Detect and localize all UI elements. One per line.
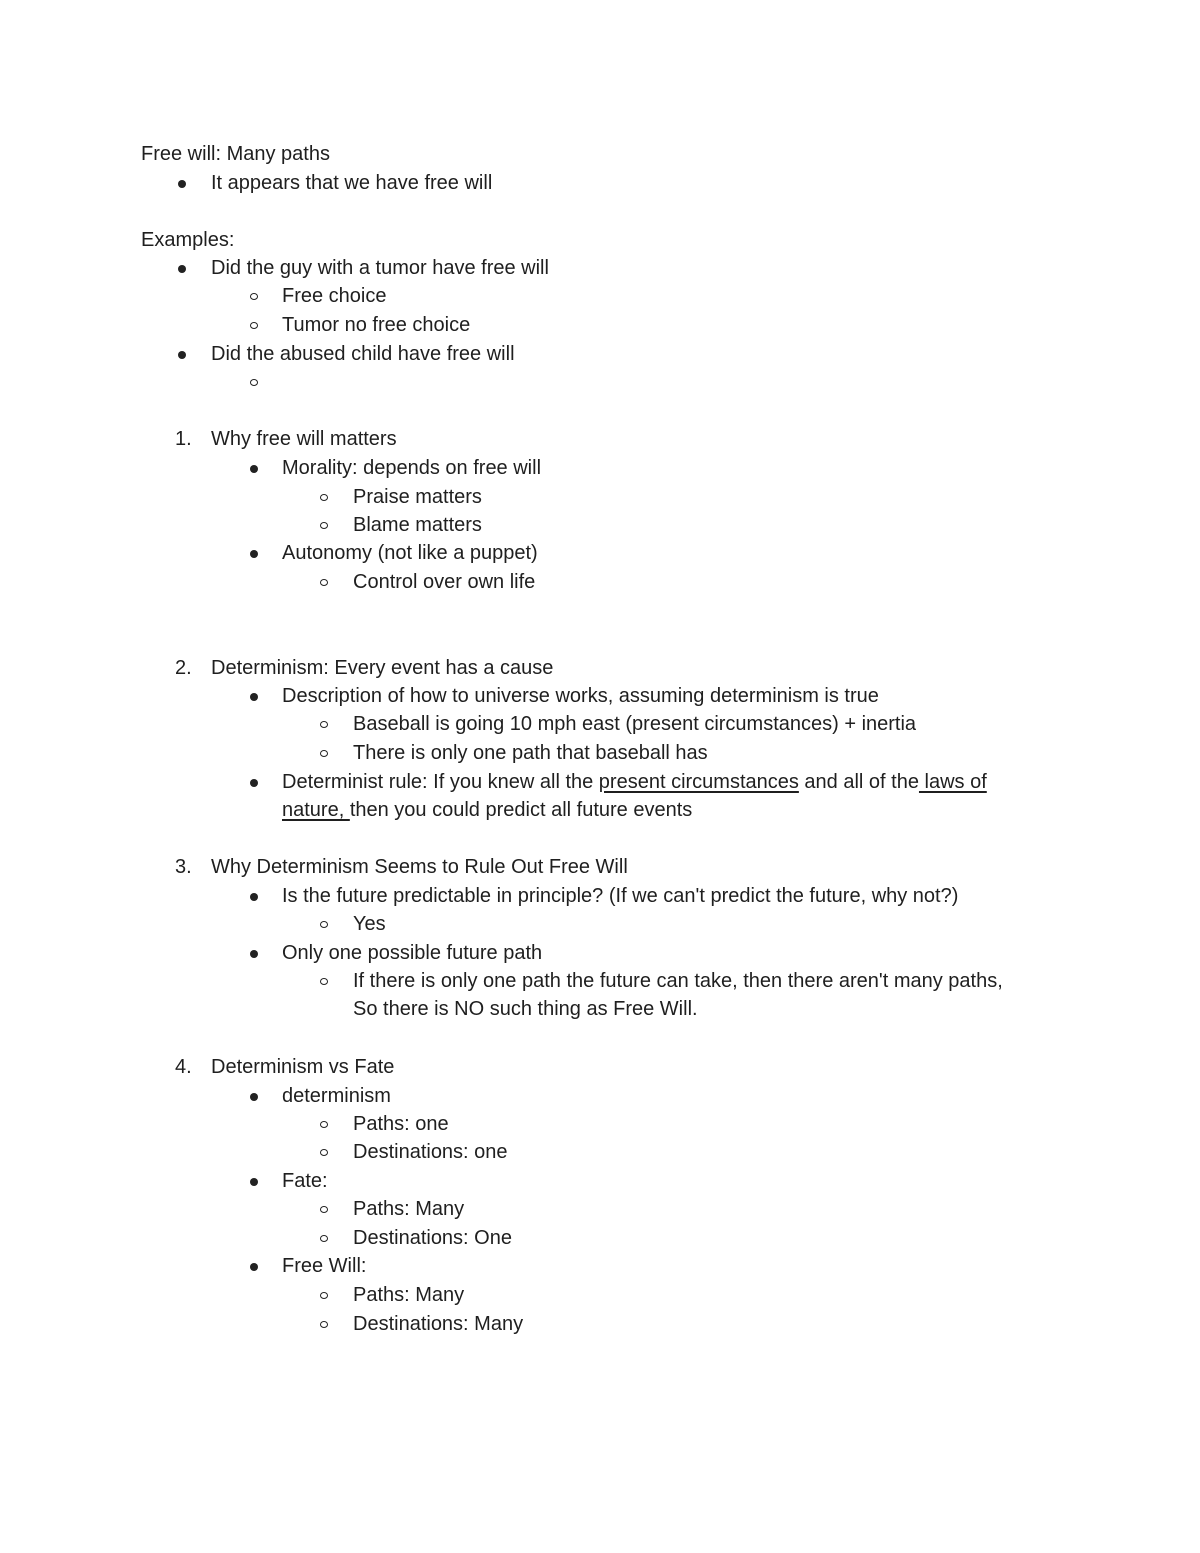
bullet-icon xyxy=(178,265,186,273)
section-number: 3. xyxy=(175,856,192,878)
hollow-bullet-icon xyxy=(320,978,328,985)
list-item: Description of how to universe works, assuming determinism is true xyxy=(282,685,879,707)
list-item: determinism xyxy=(282,1085,391,1107)
page-title: Free will: Many paths xyxy=(141,143,330,165)
hollow-bullet-icon xyxy=(320,579,328,586)
hollow-bullet-icon xyxy=(320,1321,328,1328)
list-item: Morality: depends on free will xyxy=(282,457,542,479)
hollow-bullet-icon xyxy=(250,379,258,386)
list-item: Fate: xyxy=(282,1170,328,1192)
hollow-bullet-icon xyxy=(250,322,258,329)
bullet-icon xyxy=(250,893,258,901)
list-item-continuation xyxy=(282,798,692,822)
list-item: Did the guy with a tumor have free will xyxy=(211,257,549,279)
hollow-bullet-icon xyxy=(320,1235,328,1242)
list-item: Baseball is going 10 mph east (present circumstances) + inertia xyxy=(353,713,917,735)
text-segment: Determinist rule: If you knew all the xyxy=(282,771,599,793)
list-item: Free Will: xyxy=(282,1255,367,1277)
hollow-bullet-icon xyxy=(320,494,328,501)
section-heading: Determinism vs Fate xyxy=(211,1056,395,1078)
list-item xyxy=(282,770,987,794)
list-item: Destinations: One xyxy=(353,1227,512,1249)
list-item: Only one possible future path xyxy=(282,942,543,964)
list-item: Paths: Many xyxy=(353,1198,465,1220)
list-item: Praise matters xyxy=(353,486,482,508)
text-segment: then you could predict all future events xyxy=(349,799,693,821)
bullet-icon xyxy=(250,550,258,558)
bullet-icon xyxy=(250,1178,258,1186)
section-number: 2. xyxy=(175,657,192,679)
bullet-icon xyxy=(250,1093,258,1101)
section-heading: Why Determinism Seems to Rule Out Free Will xyxy=(211,856,628,878)
text-segment: and all of the xyxy=(798,771,919,793)
bullet-icon xyxy=(178,180,186,188)
list-item: Free choice xyxy=(282,285,387,307)
underlined-text: laws of xyxy=(918,771,987,793)
examples-heading: Examples: xyxy=(141,229,235,251)
bullet-icon xyxy=(250,465,258,473)
list-item: Did the abused child have free will xyxy=(211,343,515,365)
bullet-icon xyxy=(250,950,258,958)
list-item: Destinations: one xyxy=(353,1141,508,1163)
bullet-icon xyxy=(250,693,258,701)
hollow-bullet-icon xyxy=(320,1206,328,1213)
hollow-bullet-icon xyxy=(320,921,328,928)
list-item: Blame matters xyxy=(353,514,482,536)
list-item: There is only one path that baseball has xyxy=(353,742,708,764)
hollow-bullet-icon xyxy=(320,750,328,757)
list-item: Paths: one xyxy=(353,1113,449,1135)
list-item-continuation: So there is NO such thing as Free Will. xyxy=(353,998,698,1020)
list-item: Is the future predictable in principle? (If we can't predict the future, why not?) xyxy=(282,885,959,907)
hollow-bullet-icon xyxy=(250,293,258,300)
section-heading: Determinism: Every event has a cause xyxy=(211,657,554,679)
section-number: 4. xyxy=(175,1056,192,1078)
list-item: Paths: Many xyxy=(353,1284,465,1306)
bullet-icon xyxy=(250,1263,258,1271)
list-item: Autonomy (not like a puppet) xyxy=(282,542,538,564)
bullet-icon xyxy=(178,351,186,359)
list-item: Control over own life xyxy=(353,571,536,593)
underlined-text: nature, xyxy=(282,799,350,821)
section-heading: Why free will matters xyxy=(211,428,397,450)
hollow-bullet-icon xyxy=(320,522,328,529)
list-item: Yes xyxy=(353,913,386,935)
hollow-bullet-icon xyxy=(320,1121,328,1128)
hollow-bullet-icon xyxy=(320,1149,328,1156)
list-item: If there is only one path the future can take, then there aren't many paths, xyxy=(353,970,1003,992)
hollow-bullet-icon xyxy=(320,1292,328,1299)
underlined-text: present circumstances xyxy=(598,771,799,793)
list-item: Tumor no free choice xyxy=(282,314,471,336)
list-item: Destinations: Many xyxy=(353,1313,524,1335)
section-number: 1. xyxy=(175,428,192,450)
list-item: It appears that we have free will xyxy=(211,172,493,194)
hollow-bullet-icon xyxy=(320,721,328,728)
bullet-icon xyxy=(250,779,258,787)
